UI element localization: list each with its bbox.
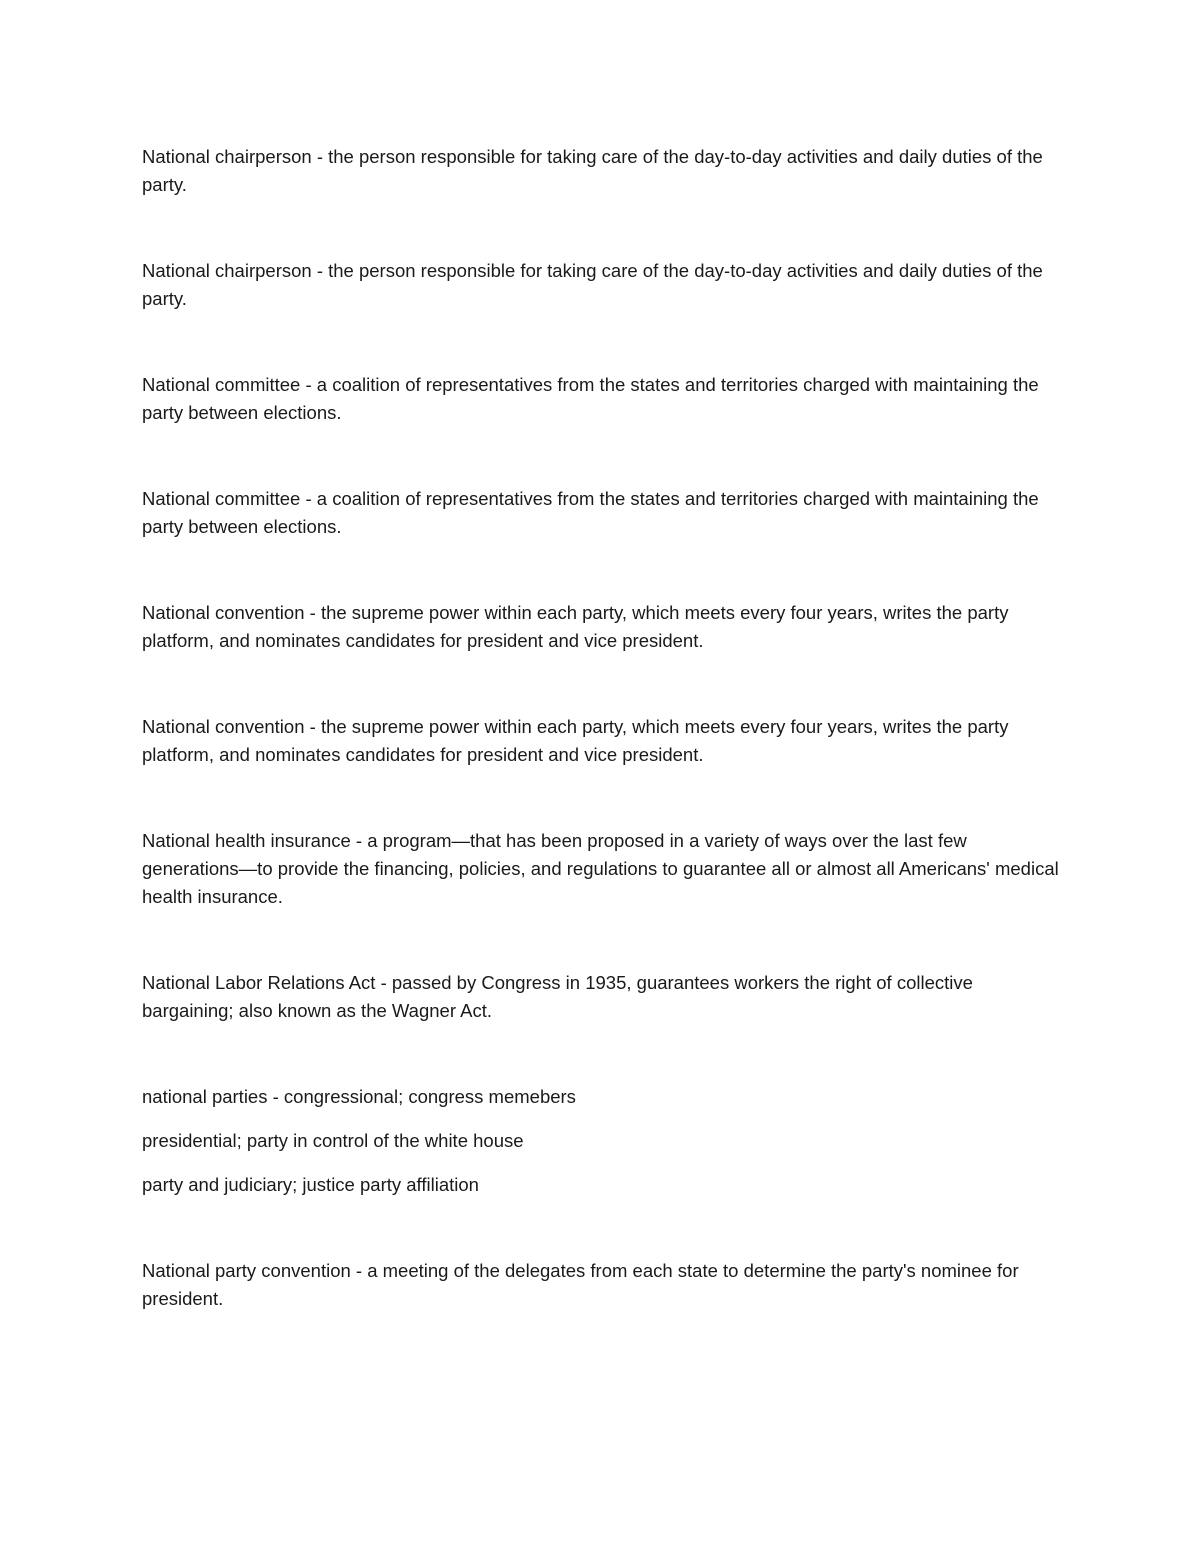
entry-national-chairperson-2: National chairperson - the person responsible for taking care of the day-to-day activities and daily duties of the party. — [142, 260, 1043, 309]
entry-national-parties-line-1: national parties - congressional; congress memebers — [142, 1086, 576, 1107]
entry-national-parties-line-3: party and judiciary; justice party affiliation — [142, 1174, 479, 1195]
entry-national-committee-1: National committee - a coalition of representatives from the states and territories charged with maintaining the party between elections. — [142, 374, 1039, 423]
entry-national-convention-2: National convention - the supreme power within each party, which meets every four years, writes the party platform, and nominates candidates for president and vice president. — [142, 716, 1009, 765]
entry-national-convention-1: National convention - the supreme power within each party, which meets every four years, writes the party platform, and nominates candidates for president and vice president. — [142, 602, 1009, 651]
entry-national-committee-2: National committee - a coalition of representatives from the states and territories charged with maintaining the party between elections. — [142, 488, 1039, 537]
entry-national-chairperson-1: National chairperson - the person responsible for taking care of the day-to-day activities and daily duties of the party. — [142, 146, 1043, 195]
entry-national-health-insurance: National health insurance - a program—that has been proposed in a variety of ways over the last few generations—to provide the financing, policies, and regulations to guarantee all or almost all Americans' medical health insurance. — [142, 830, 1059, 907]
entry-national-parties-line-2: presidential; party in control of the white house — [142, 1130, 524, 1151]
entry-national-party-convention: National party convention - a meeting of the delegates from each state to determine the party's nominee for president. — [142, 1260, 1019, 1309]
entry-national-labor-relations-act: National Labor Relations Act - passed by Congress in 1935, guarantees workers the right of collective bargaining; also known as the Wagner Act. — [142, 972, 973, 1021]
